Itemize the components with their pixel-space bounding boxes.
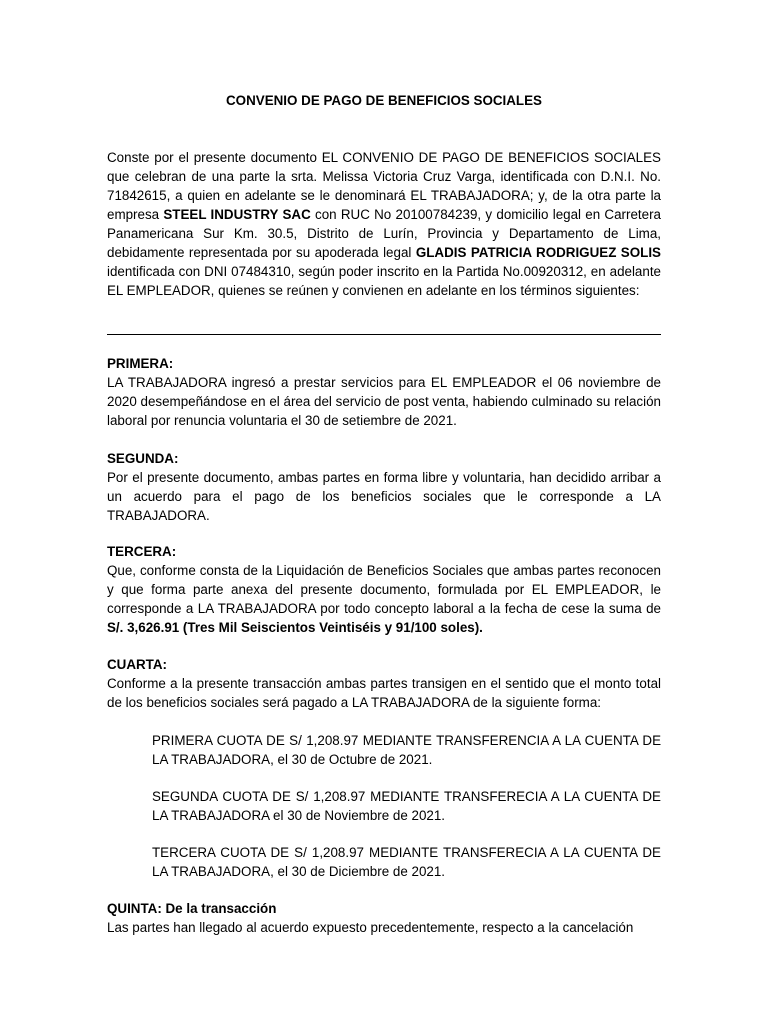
company-name: STEEL INDUSTRY SAC bbox=[163, 207, 311, 222]
clause-primera-heading: PRIMERA: bbox=[107, 356, 174, 371]
installment-item: TERCERA CUOTA DE S/ 1,208.97 MEDIANTE TRANSFERECIA A LA CUENTA DE LA TRABAJADORA, el 30 de Diciembre de 2021. bbox=[152, 845, 661, 879]
clause-primera-text: LA TRABAJADORA ingresó a prestar servicios para EL EMPLEADOR el 06 noviembre de 2020 desempeñándose en el área del servicio de post venta, habiendo culminado su relación laboral por renuncia voluntaria el 30 de setiembre de 2021. bbox=[107, 375, 661, 428]
intro-text-2: con RUC No 20100784239, y domicilio legal en Carretera Panamericana Sur Km. 30.5, Distrito de Lurín, Provincia y Departamento de Lima, debidamente representada por su apoderada legal bbox=[107, 207, 661, 260]
installment-item: PRIMERA CUOTA DE S/ 1,208.97 MEDIANTE TRANSFERENCIA A LA CUENTA DE LA TRABAJADORA, el 30 de Octubre de 2021. bbox=[152, 733, 661, 767]
clause-quinta-text: Las partes han llegado al acuerdo expuesto precedentemente, respecto a la cancelación bbox=[107, 920, 634, 935]
clause-segunda-text: Por el presente documento, ambas partes en forma libre y voluntaria, han decidido arribar a un acuerdo para el pago de los beneficios sociales que le corresponde a LA TRABAJADORA. bbox=[107, 470, 661, 523]
clause-tercera-heading: TERCERA: bbox=[107, 544, 177, 559]
intro-paragraph bbox=[107, 148, 661, 300]
clause-cuarta-text: Conforme a la presente transacción ambas partes transigen en el sentido que el monto total de los beneficios sociales será pagado a LA TRABAJADORA de la siguiente forma: bbox=[107, 676, 661, 710]
tercera-body: Que, conforme consta de la Liquidación de Beneficios Sociales que ambas partes reconocen y que forma parte anexa del presente documento, formulada por EL EMPLEADOR, le corresponde a LA TRABAJADORA por todo concepto laboral a la fecha de cese la suma de bbox=[107, 563, 661, 616]
settlement-amount: S/. 3,626.91 (Tres Mil Seiscientos Veintiséis y 91/100 soles). bbox=[107, 620, 483, 635]
clause-quinta-heading: QUINTA: De la transacción bbox=[107, 901, 277, 916]
installment-item: SEGUNDA CUOTA DE S/ 1,208.97 MEDIANTE TRANSFERECIA A LA CUENTA DE LA TRABAJADORA el 30 de Noviembre de 2021. bbox=[152, 789, 661, 823]
horizontal-divider bbox=[107, 334, 661, 335]
representative-name: GLADIS PATRICIA RODRIGUEZ SOLIS bbox=[415, 245, 661, 260]
document-title: CONVENIO DE PAGO DE BENEFICIOS SOCIALES bbox=[226, 93, 542, 108]
intro-text-1: Conste por el presente documento EL CONVENIO DE PAGO DE BENEFICIOS SOCIALES que celebran de una parte la srta. Melissa Victoria Cruz Varga, identificada con D.N.I. No. 71842615, a quien en adelante se le denominará EL TRABAJADORA; y, de la otra parte la empresa bbox=[107, 150, 661, 222]
clause-segunda-heading: SEGUNDA: bbox=[107, 451, 179, 466]
intro-text-3: identificada con DNI 07484310, según poder inscrito en la Partida No.00920312, en adelante EL EMPLEADOR, quienes se reúnen y convienen en adelante en los términos siguientes: bbox=[107, 264, 661, 298]
clause-cuarta-heading: CUARTA: bbox=[107, 657, 167, 672]
clause-tercera-text bbox=[107, 561, 661, 637]
